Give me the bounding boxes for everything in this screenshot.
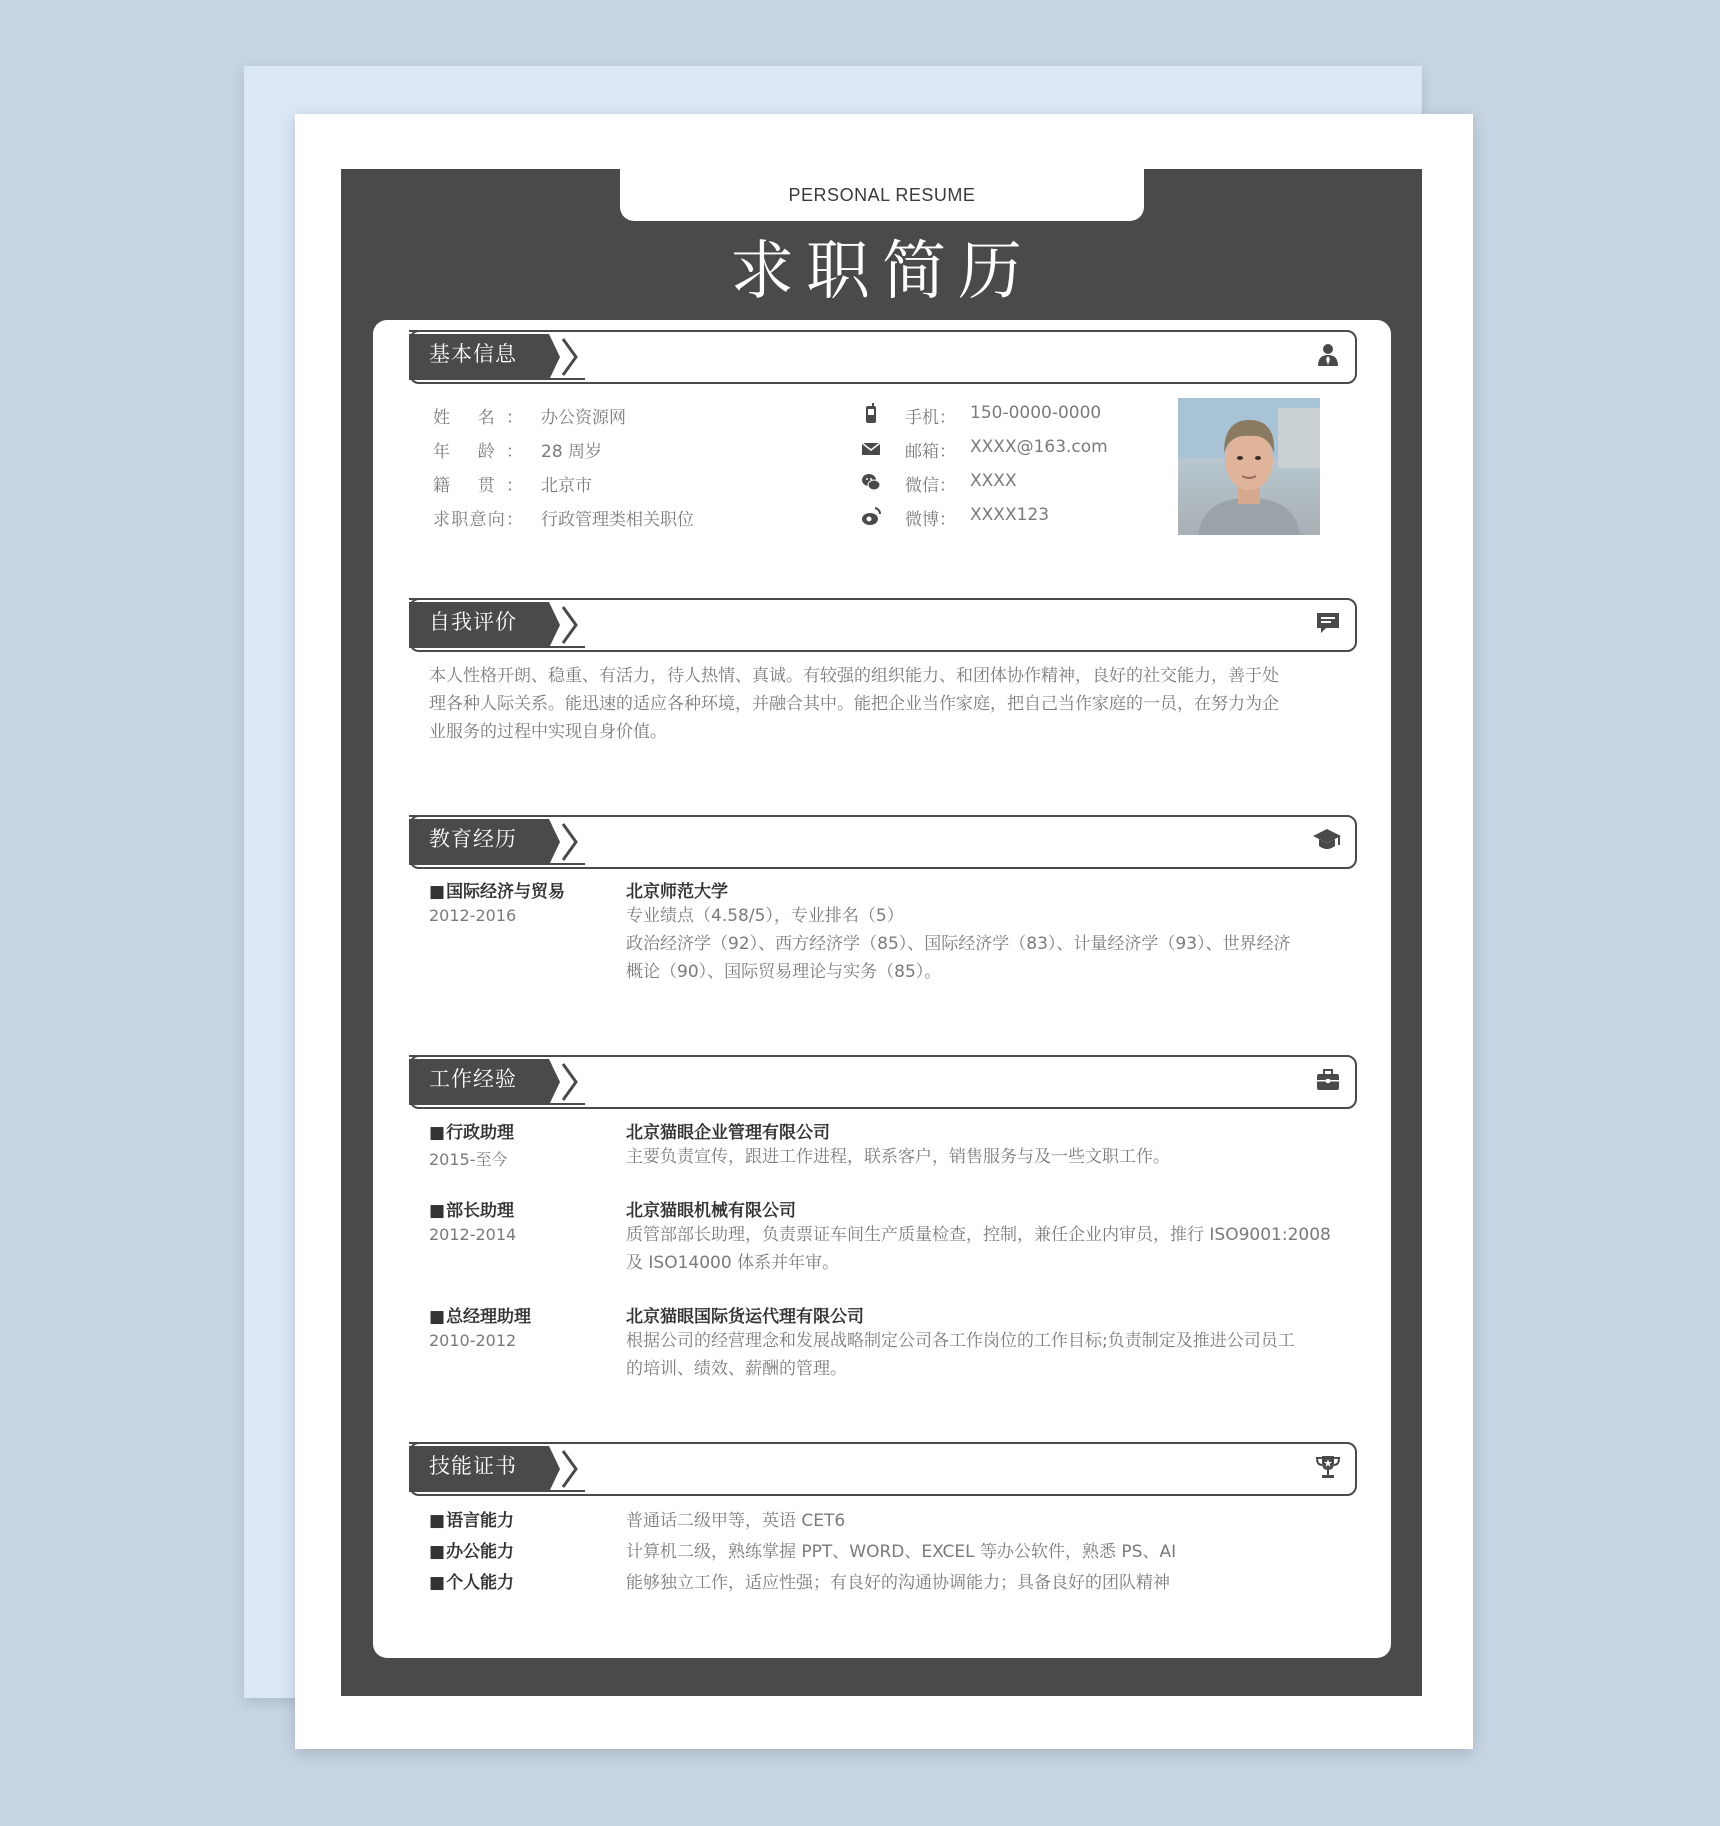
education-detail-line: 专业绩点（4.58/5），专业排名（5） — [626, 906, 904, 926]
education-detail-line: 概论（90）、国际贸易理论与实务（85）。 — [626, 962, 942, 982]
field-label-wechat: 微信： — [905, 476, 956, 496]
work-title: ■ 行政助理 — [429, 1118, 514, 1143]
section-label-work — [409, 1055, 585, 1105]
mail-icon — [860, 437, 882, 459]
self-eval-line: 理各种人际关系。能迅速的适应各种环境，并融合其中。能把企业当作家庭，把自己当作家庭的一员，在努力为企 — [429, 694, 1279, 714]
section-label-self-eval — [409, 598, 585, 648]
self-eval-line: 业服务的过程中实现自身价值。 — [429, 722, 667, 742]
profile-photo — [1178, 398, 1320, 535]
skill-value: 普通话二级甲等，英语 CET6 — [626, 1511, 846, 1531]
work-company: 北京猫眼机械有限公司 — [626, 1201, 796, 1221]
weibo-icon — [860, 505, 882, 527]
education-school: 北京师范大学 — [626, 882, 728, 902]
section-title: 工作经验 — [429, 1067, 517, 1091]
field-value-origin: 北京市 — [541, 476, 592, 496]
field-value-wechat: XXXX — [970, 471, 1017, 491]
briefcase-icon — [1314, 1066, 1342, 1094]
section-title: 教育经历 — [429, 827, 517, 851]
phone-icon — [860, 403, 882, 425]
wechat-icon — [860, 471, 882, 493]
work-title: ■ 部长助理 — [429, 1196, 514, 1221]
skill-value: 计算机二级，熟练掌握 PPT、WORD、EXCEL 等办公软件，熟悉 PS、AI — [626, 1542, 1177, 1562]
section-label-education — [409, 815, 585, 865]
section-label-basic — [409, 330, 585, 380]
work-years: 2015-至今 — [429, 1150, 508, 1169]
user-icon — [1314, 341, 1342, 369]
field-label-phone: 手机： — [905, 408, 956, 428]
skill-label: ■ 语言能力 — [429, 1506, 514, 1531]
skill-value: 能够独立工作，适应性强；有良好的沟通协调能力；具备良好的团队精神 — [626, 1573, 1170, 1593]
field-label-name: 姓 名： — [433, 408, 523, 428]
work-title: ■ 总经理助理 — [429, 1302, 531, 1327]
field-value-name: 办公资源网 — [541, 408, 626, 428]
section-title: 基本信息 — [429, 342, 517, 366]
section-title: 自我评价 — [429, 610, 517, 634]
work-detail-line: 质管部部长助理，负责票证车间生产质量检查，控制，兼任企业内审员，推行 ISO9001:2008 — [626, 1225, 1331, 1245]
work-detail-line: 及 ISO14000 体系并年审。 — [626, 1253, 840, 1273]
skill-label: ■ 个人能力 — [429, 1568, 514, 1593]
field-value-weibo: XXXX123 — [970, 505, 1050, 525]
field-value-age: 28 周岁 — [541, 442, 603, 462]
field-label-intent: 求职意向： — [433, 510, 523, 530]
field-label-email: 邮箱： — [905, 442, 956, 462]
work-company: 北京猫眼国际货运代理有限公司 — [626, 1307, 864, 1327]
graduation-cap-icon — [1312, 826, 1340, 854]
field-label-origin: 籍 贯： — [433, 476, 523, 496]
field-value-email: XXXX@163.com — [970, 437, 1108, 457]
work-detail-line: 根据公司的经营理念和发展战略制定公司各工作岗位的工作目标;负责制定及推进公司员工 — [626, 1331, 1295, 1351]
page-title: 求职简历 — [730, 235, 1034, 309]
education-years: 2012-2016 — [429, 906, 517, 925]
header-subtitle: PERSONAL RESUME — [620, 169, 1144, 221]
work-detail-line: 的培训、绩效、薪酬的管理。 — [626, 1359, 847, 1379]
field-label-weibo: 微博： — [905, 510, 956, 530]
chat-icon — [1314, 609, 1342, 637]
field-value-intent: 行政管理类相关职位 — [541, 510, 694, 530]
section-title: 技能证书 — [429, 1454, 517, 1478]
work-years: 2010-2012 — [429, 1331, 517, 1350]
section-label-skills — [409, 1442, 585, 1492]
self-eval-line: 本人性格开朗、稳重、有活力，待人热情、真诚。有较强的组织能力、和团体协作精神，良好的社交能力，善于处 — [429, 666, 1279, 686]
education-major: ■ 国际经济与贸易 — [429, 877, 565, 902]
skill-label: ■ 办公能力 — [429, 1537, 514, 1562]
trophy-icon — [1314, 1453, 1342, 1481]
work-company: 北京猫眼企业管理有限公司 — [626, 1123, 830, 1143]
education-detail-line: 政治经济学（92）、西方经济学（85）、国际经济学（83）、计量经济学（93）、世界经济 — [626, 934, 1291, 954]
work-detail-line: 主要负责宣传，跟进工作进程，联系客户，销售服务与及一些文职工作。 — [626, 1147, 1170, 1167]
field-label-age: 年 龄： — [433, 442, 523, 462]
field-value-phone: 150-0000-0000 — [970, 403, 1102, 423]
work-years: 2012-2014 — [429, 1225, 517, 1244]
